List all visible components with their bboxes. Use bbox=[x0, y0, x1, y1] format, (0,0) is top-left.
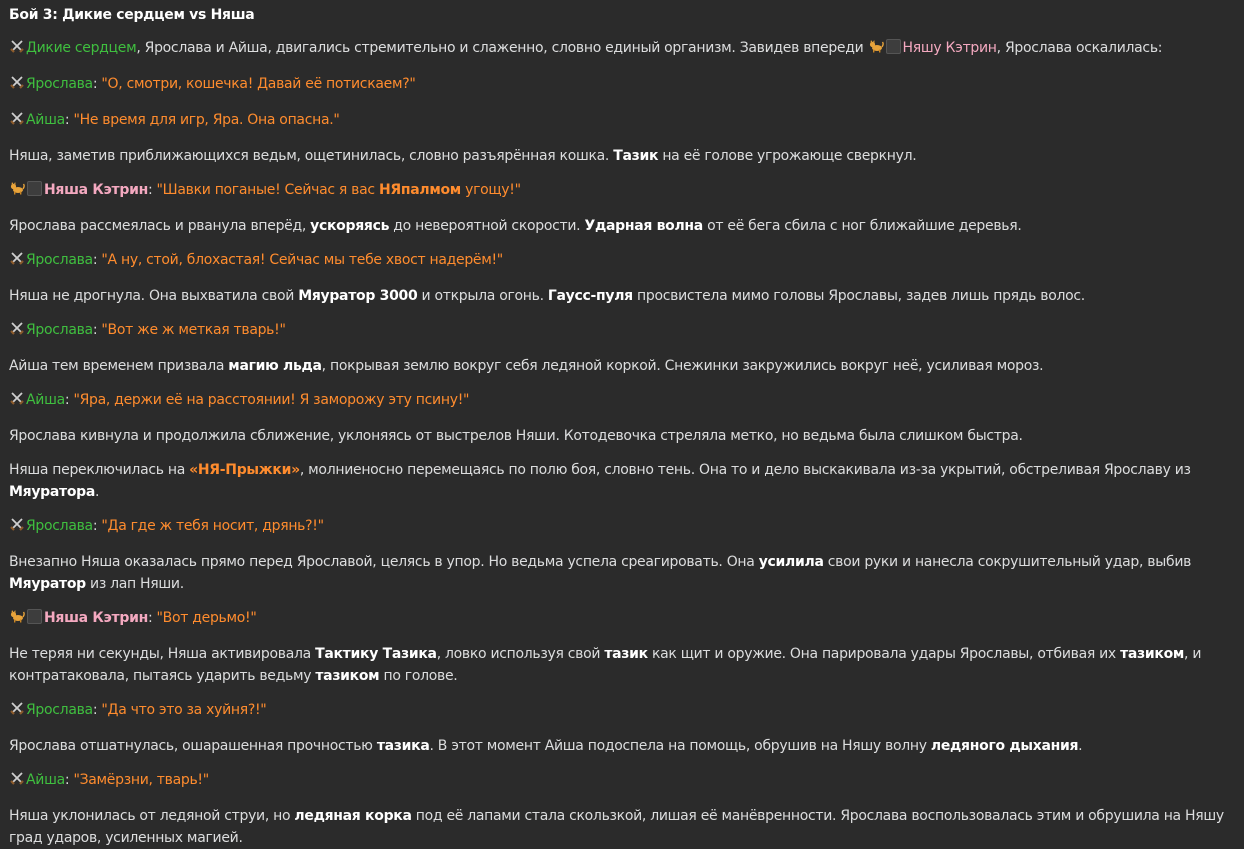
story-paragraph bbox=[9, 319, 1236, 343]
story-paragraph bbox=[9, 179, 1236, 203]
text-span: Ярослава рассмеялась и рванула вперёд, bbox=[9, 218, 311, 234]
text-span: , молниеносно перемещаясь по полю боя, словно тень. Она то и дело выскакивала из-за укрытий, обстреливая Ярославу из bbox=[299, 462, 1191, 478]
text-span: от её бега сбила с ног ближайшие деревья. bbox=[702, 218, 1022, 234]
text-span: , покрывая землю вокруг себя ледяной коркой. Снежинки закружились вокруг неё, усиливая мороз. bbox=[321, 358, 1044, 374]
character-name: Ярослава bbox=[26, 252, 93, 268]
story-paragraph bbox=[9, 73, 1236, 97]
black-square-icon bbox=[27, 181, 42, 196]
text-span: . В этот момент Айша подоспела на помощь, обрушив на Няшу волну bbox=[429, 738, 931, 754]
bold-text: Мяуратор 3000 bbox=[298, 288, 418, 304]
story-paragraph bbox=[9, 37, 1236, 61]
bold-text: усилила bbox=[758, 554, 824, 570]
black-square-icon bbox=[27, 609, 42, 624]
character-name: Айша bbox=[26, 112, 65, 128]
battle-title bbox=[9, 4, 1236, 26]
story-paragraph bbox=[9, 285, 1236, 307]
bold-text: ледяная корка bbox=[294, 808, 412, 824]
quote-text: "Вот дерьмо!" bbox=[156, 610, 257, 626]
crossed-swords-icon bbox=[9, 516, 25, 539]
story-paragraph bbox=[9, 551, 1236, 595]
text-span: до невероятной скорости. bbox=[389, 218, 585, 234]
text-span: под её лапами стала скользкой, лишая её манёвренности. Ярослава воспользовалась этим и обрушила на Няшу град ударов, усиленных магией. bbox=[9, 808, 1224, 846]
text-span: : bbox=[147, 182, 157, 198]
story-paragraph bbox=[9, 769, 1236, 793]
story-paragraph bbox=[9, 389, 1236, 413]
text-span: : bbox=[92, 322, 102, 338]
character-name: Няша Кэтрин bbox=[44, 182, 148, 198]
text-span: Няша переключилась на bbox=[9, 462, 190, 478]
text-span: : bbox=[92, 252, 102, 268]
crossed-swords-icon bbox=[9, 770, 25, 793]
character-name: Ярослава bbox=[26, 76, 93, 92]
bold-text: Гаусс-пуля bbox=[547, 288, 633, 304]
text-span: Ярослава отшатнулась, ошарашенная прочностью bbox=[9, 738, 377, 754]
text-span: Айша тем временем призвала bbox=[9, 358, 229, 374]
bold-text: Мяуратора bbox=[9, 484, 96, 500]
text-span: , ловко используя свой bbox=[436, 646, 605, 662]
character-name: Айша bbox=[26, 392, 65, 408]
story-paragraph bbox=[9, 805, 1236, 849]
text-span: Ярослава кивнула и продолжила сближение, уклоняясь от выстрелов Няши. Котодевочка стреляла метко, но ведьма была слишком быстра. bbox=[9, 428, 1023, 444]
text-span: Няша уклонилась от ледяной струи, но bbox=[9, 808, 295, 824]
text-span: Не теряя ни секунды, Няша активировала bbox=[9, 646, 316, 662]
text-span: : bbox=[92, 76, 102, 92]
story-paragraph bbox=[9, 643, 1236, 687]
quote-text: "Вот же ж меткая тварь!" bbox=[101, 322, 286, 338]
black-square-icon bbox=[886, 39, 901, 54]
character-name: Няша Кэтрин bbox=[44, 610, 148, 626]
bold-text: магию льда bbox=[228, 358, 322, 374]
bold-text: Ударная волна bbox=[584, 218, 703, 234]
quote-text: угощу!" bbox=[460, 182, 521, 198]
text-span: . bbox=[95, 484, 100, 500]
text-span: как щит и оружие. Она парировала удары Ярославы, отбивая их bbox=[647, 646, 1121, 662]
text-span: Няша не дрогнула. Она выхватила свой bbox=[9, 288, 299, 304]
story-paragraph bbox=[9, 515, 1236, 539]
crossed-swords-icon bbox=[9, 38, 25, 61]
crossed-swords-icon bbox=[9, 320, 25, 343]
bold-text: тазик bbox=[604, 646, 648, 662]
quote-text: "Да что это за хуйня?!" bbox=[101, 702, 267, 718]
story-paragraph bbox=[9, 215, 1236, 237]
text-span: , Ярослава оскалилась: bbox=[996, 40, 1163, 56]
bold-text: тазиком bbox=[315, 668, 380, 684]
cat-icon bbox=[9, 608, 25, 631]
cat-icon bbox=[9, 180, 25, 203]
text-span: , и контратаковала, пытаясь ударить ведьму bbox=[9, 646, 1202, 684]
story-paragraph bbox=[9, 735, 1236, 757]
quote-text-bold: НЯпалмом bbox=[378, 182, 461, 198]
text-span: Няша, заметив приближающихся ведьм, ощетинилась, словно разъярённая кошка. bbox=[9, 148, 614, 164]
text-span: и открыла огонь. bbox=[417, 288, 548, 304]
bold-text: Бой 3: Дикие сердцем vs Няша bbox=[9, 7, 255, 23]
crossed-swords-icon bbox=[9, 74, 25, 97]
crossed-swords-icon bbox=[9, 700, 25, 723]
story-paragraph bbox=[9, 699, 1236, 723]
story-paragraph bbox=[9, 249, 1236, 273]
story-paragraph bbox=[9, 145, 1236, 167]
bold-text: тазика bbox=[376, 738, 430, 754]
story-paragraph bbox=[9, 355, 1236, 377]
text-span: просвистела мимо головы Ярославы, задев лишь прядь волос. bbox=[632, 288, 1085, 304]
character-name: Ярослава bbox=[26, 518, 93, 534]
bold-text: Тактику Тазика bbox=[315, 646, 437, 662]
quote-text: "О, смотри, кошечка! Давай её потискаем?" bbox=[101, 76, 416, 92]
crossed-swords-icon bbox=[9, 110, 25, 133]
character-name: Няшу Кэтрин bbox=[902, 40, 997, 56]
character-name: Ярослава bbox=[26, 702, 93, 718]
text-span: : bbox=[64, 112, 74, 128]
character-name: Ярослава bbox=[26, 322, 93, 338]
quote-text: "Да где ж тебя носит, дрянь?!" bbox=[101, 518, 324, 534]
text-span: . bbox=[1078, 738, 1083, 754]
quote-text: "Шавки поганые! Сейчас я вас bbox=[156, 182, 379, 198]
bold-text: ледяного дыхания bbox=[930, 738, 1079, 754]
quote-text-bold: «НЯ-Прыжки» bbox=[189, 462, 300, 478]
cat-icon bbox=[868, 38, 884, 61]
text-span: : bbox=[147, 610, 157, 626]
bold-text: ускоряясь bbox=[310, 218, 390, 234]
quote-text: "А ну, стой, блохастая! Сейчас мы тебе хвост надерём!" bbox=[101, 252, 503, 268]
bold-text: тазиком bbox=[1120, 646, 1185, 662]
story-paragraph bbox=[9, 109, 1236, 133]
story-paragraph bbox=[9, 607, 1236, 631]
text-span: из лап Няши. bbox=[85, 576, 184, 592]
character-name: Айша bbox=[26, 772, 65, 788]
text-span: , Ярослава и Айша, двигались стремительно и слаженно, словно единый организм. Завидев впереди bbox=[136, 40, 868, 56]
quote-text: "Не время для игр, Яра. Она опасна." bbox=[73, 112, 340, 128]
text-span: по голове. bbox=[379, 668, 458, 684]
text-span: Внезапно Няша оказалась прямо перед Ярославой, целясь в упор. Но ведьма успела среагировать. Она bbox=[9, 554, 759, 570]
bold-text: Тазик bbox=[613, 148, 659, 164]
story-paragraph bbox=[9, 459, 1236, 503]
story-paragraph bbox=[9, 425, 1236, 447]
text-span: : bbox=[64, 772, 74, 788]
character-name: Дикие сердцем bbox=[26, 40, 137, 56]
text-span: : bbox=[92, 702, 102, 718]
text-span: : bbox=[92, 518, 102, 534]
bold-text: Мяуратор bbox=[9, 576, 86, 592]
text-span: : bbox=[64, 392, 74, 408]
quote-text: "Яра, держи её на расстоянии! Я заморожу эту псину!" bbox=[73, 392, 470, 408]
crossed-swords-icon bbox=[9, 390, 25, 413]
text-span: на её голове угрожающе сверкнул. bbox=[658, 148, 917, 164]
crossed-swords-icon bbox=[9, 250, 25, 273]
quote-text: "Замёрзни, тварь!" bbox=[73, 772, 209, 788]
text-span: свои руки и нанесла сокрушительный удар, выбив bbox=[823, 554, 1192, 570]
